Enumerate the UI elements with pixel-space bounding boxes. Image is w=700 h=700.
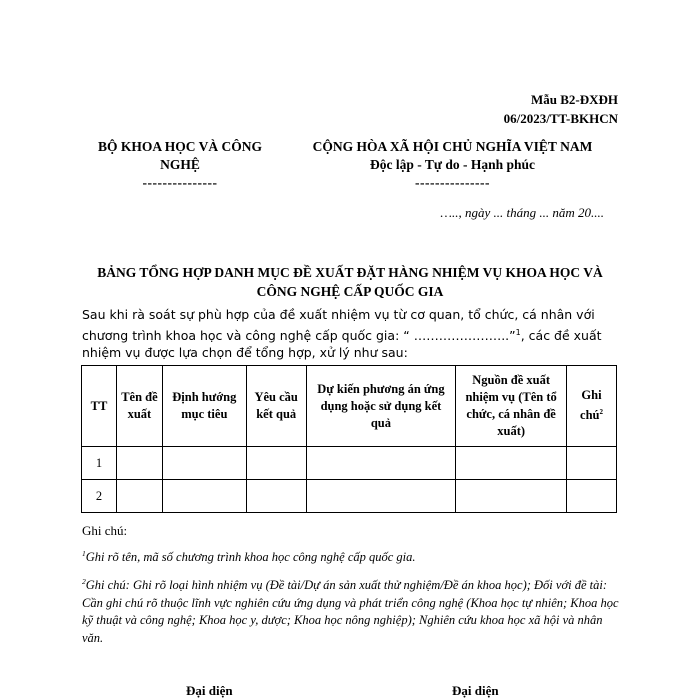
table-row bbox=[82, 480, 617, 513]
header-yeu-cau: Yêu cầu kết quả bbox=[246, 366, 306, 447]
header-ten-de-xuat: Tên đề xuất bbox=[116, 366, 162, 447]
header-tt: TT bbox=[82, 366, 117, 447]
signature-right: Đại diện bbox=[452, 683, 499, 698]
table-row bbox=[82, 447, 617, 480]
ministry-divider: --------------- bbox=[142, 175, 218, 190]
footnote-1-text: Ghi rõ tên, mã số chương trình khoa học công nghệ cấp quốc gia. bbox=[85, 550, 416, 565]
table-cell[interactable] bbox=[306, 447, 456, 480]
form-code-circular: 06/2023/TT-BKHCN bbox=[503, 111, 618, 126]
table-cell[interactable] bbox=[116, 480, 162, 513]
republic-divider: --------------- bbox=[415, 175, 490, 190]
ministry-name: BỘ KHOA HỌC VÀ CÔNG NGHỆ bbox=[97, 139, 263, 172]
table-cell[interactable] bbox=[306, 480, 456, 513]
footnote-1 bbox=[82, 545, 622, 566]
header-nguon: Nguồn đề xuất nhiệm vụ (Tên tổ chức, cá nhân đề xuất) bbox=[456, 366, 567, 447]
row-number: 2 bbox=[82, 480, 117, 513]
republic-motto: Độc lập - Tự do - Hạnh phúc bbox=[369, 157, 536, 172]
footnote-1-mark: 1 bbox=[82, 549, 86, 558]
footnote-2 bbox=[82, 573, 622, 647]
signature-left: Đại diện bbox=[186, 683, 233, 698]
header-ghi-chu bbox=[567, 366, 617, 447]
form-code bbox=[504, 90, 618, 128]
table-cell[interactable] bbox=[567, 480, 617, 513]
table-cell[interactable] bbox=[116, 447, 162, 480]
table-cell[interactable] bbox=[246, 447, 306, 480]
header-ghi-chu-text: Ghi chú bbox=[580, 388, 602, 423]
footnote-2-mark: 2 bbox=[82, 577, 86, 586]
intro-text-part2: , các đề xuất nhiệm vụ được lựa chọn để tổng hợp, xử lý như sau: bbox=[82, 327, 602, 361]
republic-header bbox=[290, 138, 615, 192]
table-cell[interactable] bbox=[162, 447, 246, 480]
header-dinh-huong: Định hướng mục tiêu bbox=[162, 366, 246, 447]
row-number: 1 bbox=[82, 447, 117, 480]
table-cell[interactable] bbox=[246, 480, 306, 513]
table-cell[interactable] bbox=[567, 447, 617, 480]
intro-footnote-mark: 1 bbox=[515, 327, 521, 337]
republic-name: CỘNG HÒA XÃ HỘI CHỦ NGHĨA VIỆT NAM bbox=[312, 139, 593, 154]
form-code-number: Mẫu B2-ĐXĐH bbox=[530, 92, 618, 107]
ministry-header bbox=[80, 138, 280, 192]
date-line: ….., ngày ... tháng ... năm 20.... bbox=[440, 205, 604, 220]
proposal-table bbox=[81, 365, 617, 513]
notes-label: Ghi chú: bbox=[82, 523, 128, 538]
table-cell[interactable] bbox=[162, 480, 246, 513]
table-cell[interactable] bbox=[456, 447, 567, 480]
intro-paragraph bbox=[82, 306, 622, 362]
table-cell[interactable] bbox=[456, 480, 567, 513]
table-header-row bbox=[82, 366, 617, 447]
header-ghi-chu-mark: 2 bbox=[599, 408, 603, 417]
footnote-2-text: Ghi chú: Ghi rõ loại hình nhiệm vụ (Đề tài/Dự án sản xuất thử nghiệm/Đề án khoa học); Đối với đề tài: Cần ghi chú rõ thuộc lĩnh vực nghiên cứu ứng dụng và phát triển công nghệ (Khoa học tự nhiên; Khoa học kỹ thuật và công nghệ; Khoa học y, dược; Khoa học nông nghiệp); Nghiên cứu khoa học xã hội và nhân văn. bbox=[82, 578, 619, 645]
header-du-kien: Dự kiến phương án ứng dụng hoặc sử dụng kết quả bbox=[306, 366, 456, 447]
intro-text-part1: Sau khi rà soát sự phù hợp của đề xuất nhiệm vụ từ cơ quan, tổ chức, cá nhân với chương trình khoa học và công nghệ cấp quốc gia: “ …………………..” bbox=[82, 307, 595, 343]
document-title: BẢNG TỔNG HỢP DANH MỤC ĐỀ XUẤT ĐẶT HÀNG NHIỆM VỤ KHOA HỌC VÀ CÔNG NGHỆ CẤP QUỐC GIA bbox=[97, 265, 603, 299]
